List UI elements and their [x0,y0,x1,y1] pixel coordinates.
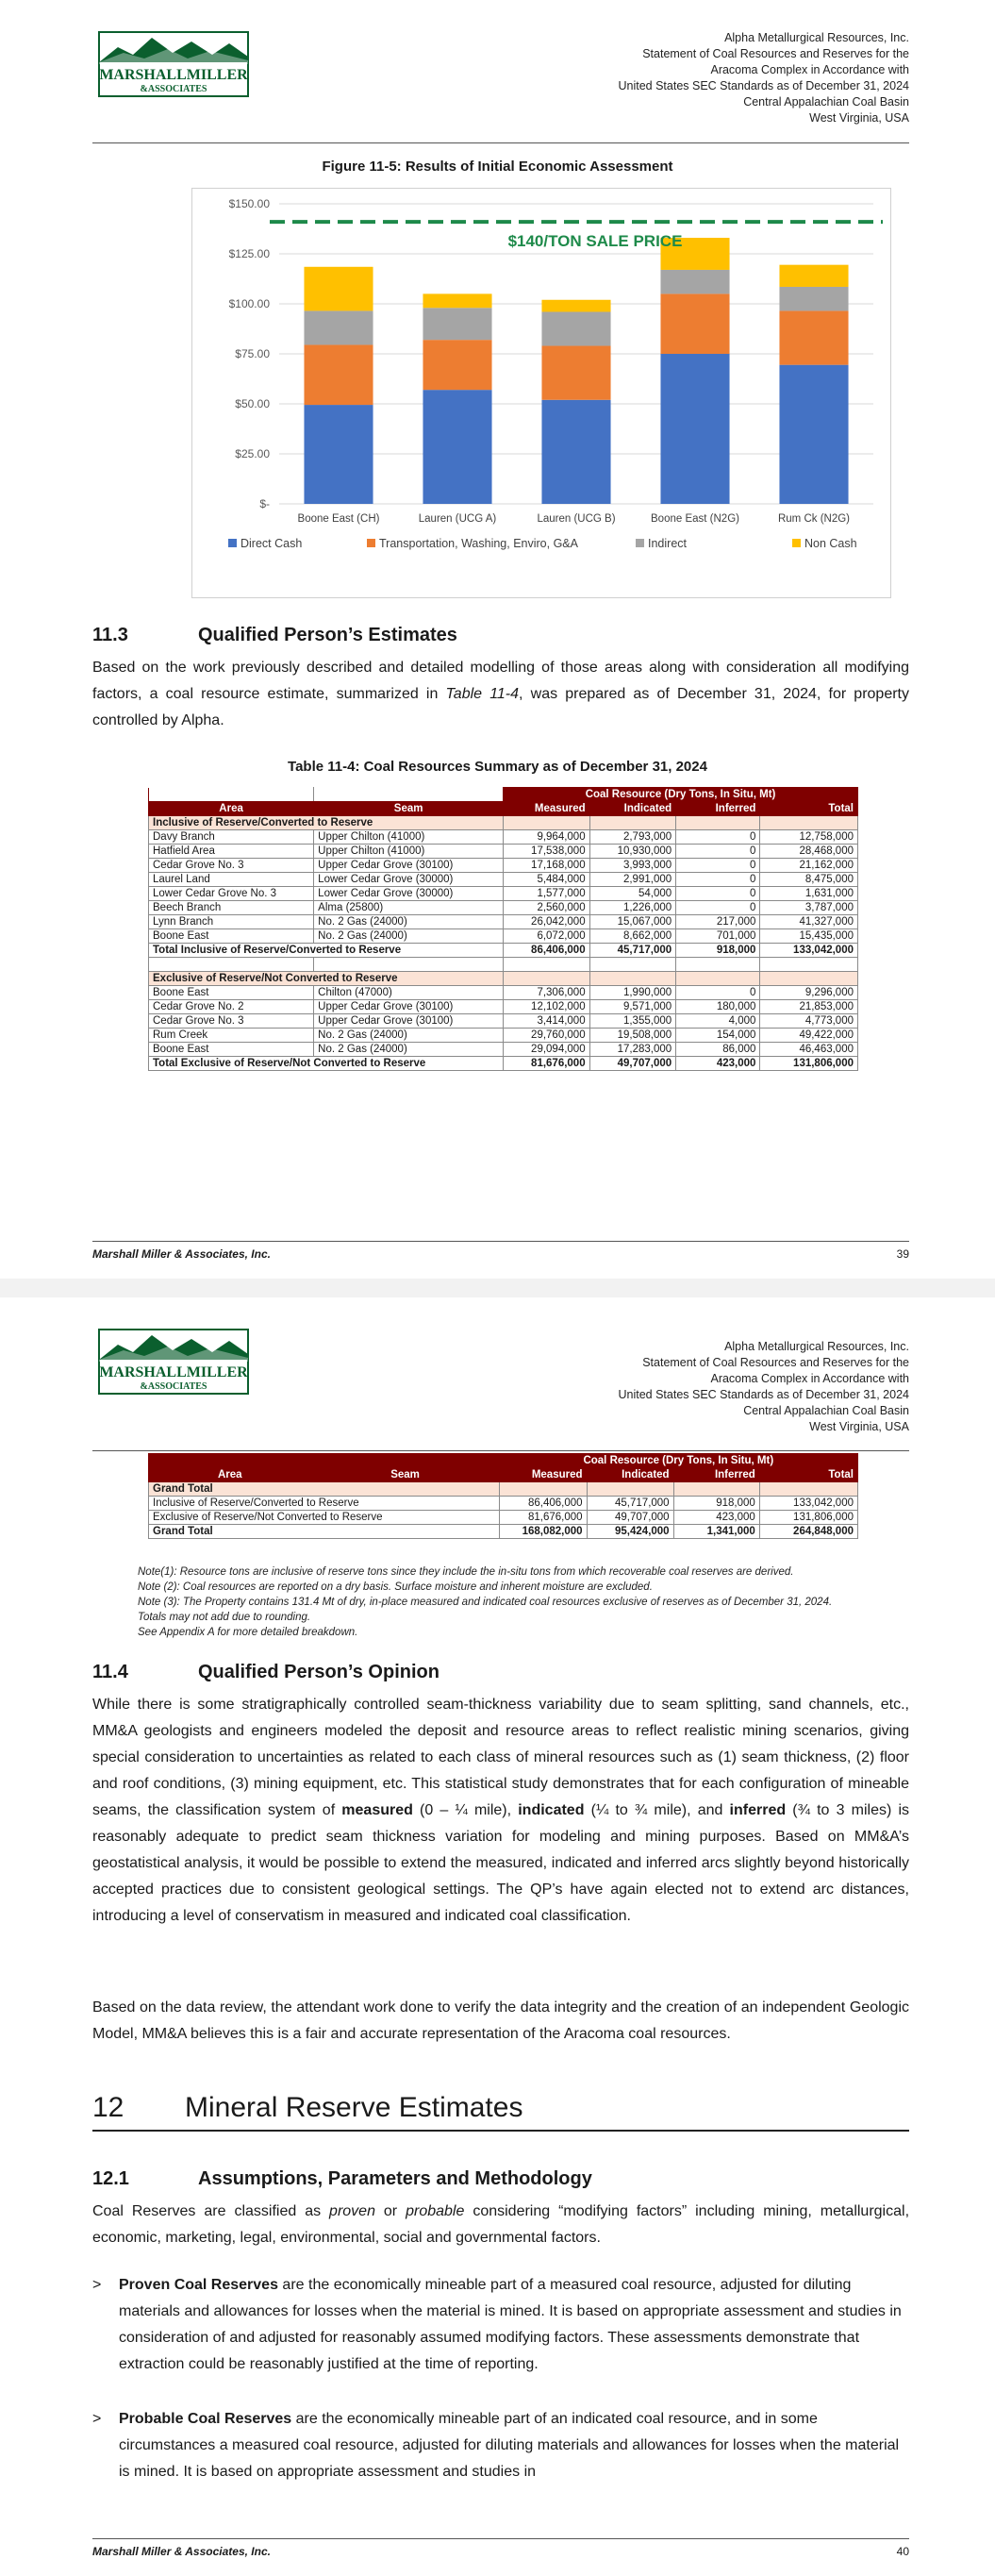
table-row: Beech Branch Alma (25800) 2,560,000 1,226,000 0 3,787,000 [149,901,858,915]
section-11-4-heading: 11.4 Qualified Person’s Opinion [92,1662,439,1682]
footer-company: Marshall Miller & Associates, Inc. [92,2545,271,2558]
section-12-heading: 12 Mineral Reserve Estimates [92,2092,909,2132]
header-rule [92,1450,909,1451]
page-39 [0,0,995,1279]
footer-rule [92,1241,909,1242]
section-row-inclusive: Inclusive of Reserve/Converted to Reserve [149,816,858,830]
table-row: Davy Branch Upper Chilton (41000) 9,964,000 2,793,000 0 12,758,000 [149,830,858,845]
column-headers: Area Seam Measured Indicated Inferred Total [149,802,858,816]
section-row-grand: Grand Total [149,1482,858,1497]
section-row-exclusive: Exclusive of Reserve/Not Converted to Reserve [149,972,858,986]
bar-segment [779,365,848,504]
table-row: Inclusive of Reserve/Converted to Reserve 86,406,000 45,717,000 918,000 133,042,000 [149,1497,858,1511]
sale-price-label: $140/TON SALE PRICE [507,232,683,251]
bar-segment [660,293,729,354]
document-header: Alpha Metallurgical Resources, Inc. Statement of Coal Resources and Reserves for the Aracoma Complex in Accordance with United States SEC Standards as of December 31, 2024 Central Appalachian Coal Basin West Virginia, USA [618,1340,909,1433]
section-11-3-heading: 11.3 Qualified Person’s Estimates [92,625,457,645]
table-row: Cedar Grove No. 3 Upper Cedar Grove (30100) 17,168,000 3,993,000 0 21,162,000 [149,859,858,873]
total-row-inclusive: Total Inclusive of Reserve/Converted to Reserve 86,406,000 45,717,000 918,000 133,042,000 [149,944,858,958]
table-row: Rum Creek No. 2 Gas (24000) 29,760,000 19,508,000 154,000 49,422,000 [149,1029,858,1043]
bar-segment [660,270,729,293]
bar-segment [304,267,373,311]
table-row: Laurel Land Lower Cedar Grove (30000) 5,484,000 2,991,000 0 8,475,000 [149,873,858,887]
economic-assessment-chart [191,188,891,598]
total-row-exclusive: Total Exclusive of Reserve/Not Converted to Reserve 81,676,000 49,707,000 423,000 131,806,000 [149,1057,858,1071]
svg-text:MARSHALLMILLER: MARSHALLMILLER [99,1364,248,1380]
coal-resources-table [148,787,858,1071]
table-row: Lynn Branch No. 2 Gas (24000) 26,042,000 15,067,000 217,000 41,327,000 [149,915,858,929]
table-title: Table 11-4: Coal Resources Summary as of December 31, 2024 [288,759,707,775]
svg-text:MARSHALLMILLER: MARSHALLMILLER [99,67,248,83]
svg-text:&ASSOCIATES: &ASSOCIATES [140,84,207,94]
y-tick-label: $150.00 [228,197,270,210]
section-12-1-paragraph: Coal Reserves are classified as proven or probable considering “modifying factors” including mining, metallurgical, economic, marketing, legal, environmental, social and governmental factors. [92,2203,910,2246]
bar-segment [660,354,729,504]
bar-segment [304,310,373,344]
bar-segment [423,308,491,340]
page-gap [0,1279,995,1297]
legend-swatch [636,539,644,547]
svg-text:&ASSOCIATES: &ASSOCIATES [140,1381,207,1392]
section-11-4-paragraph-2: Based on the data review, the attendant work done to verify the data integrity and the creation of an independent Geologic Model, MM&A believes this is a fair and accurate representation of the Aracoma coal resources. [92,1999,909,2042]
bar-segment [423,390,491,504]
x-tick-label: Rum Ck (N2G) [777,513,851,525]
section-12-1-heading: 12.1 Assumptions, Parameters and Methodology [92,2168,592,2189]
bar-segment [304,405,373,504]
blank-row [149,958,858,972]
x-tick-label: Lauren (UCG A) [418,513,497,525]
group-header: Coal Resource (Dry Tons, In Situ, Mt) [504,788,858,802]
table-notes: Note(1): Resource tons are inclusive of reserve tons since they include the in-situ tons from which recoverable coal reserves are derived. Note (2): Coal resources are reported on a dry basis. Surface moisture and inherent moisture are excluded. Note (3): The Property contains 131.4 Mt of dry, in-place measured and indicated coal resources exclusive of reserves as of December 31, 2024. Totals may not add due to rounding. See Appendix A for more detailed breakdown. [138,1566,833,1638]
legend-swatch [792,539,801,547]
y-tick-label: $75.00 [235,347,270,360]
grand-total-row: Grand Total 168,082,000 95,424,000 1,341,000 264,848,000 [149,1525,858,1539]
bar-segment [304,344,373,405]
legend-label: Indirect [648,537,687,550]
bullet-probable: > Probable Coal Reserves are the economically mineable part of an indicated coal resource, and in some circumstances a measured coal resource, adjusted for diluting materials and allowances for losses when the material is mined. It is based on appropriate assessment and studies in [92,2411,900,2480]
figure-title: Figure 11-5: Results of Initial Economic Assessment [322,159,673,175]
section-11-4-paragraph-1: While there is some stratigraphically controlled seam-thickness variability due to seam splitting, sand channels, etc., MM&A geologists and engineers modeled the deposit and resource areas to reflect realistic mining scenarios, giving special consideration to uncertainties as related to each class of mineral resources such as (1) seam thickness, (2) floor and roof conditions, (3) mining equipment, etc. This statistical study demonstrates that for each configuration of mineable seams, the classification system of measured (0 – ¼ mile), indicated (¼ to ¾ mile), and inferred (¾ to 3 miles) is reasonably adequate to predict seam thickness variation for modeling and mining purposes. Based on MM&A’s geostatistical analysis, it would be possible to extend the measured, indicated and inferred arcs slightly beyond historically accepted practices due to consistent geological settings. The QP’s have again elected not to extend arc distances, introducing a level of conservatism in measured and indicated coal classification. [92,1697,910,1924]
bullet-proven: > Proven Coal Reserves are the economically mineable part of a measured coal resource, adjusted for diluting materials and allowances for losses when the material is mined. It is based on appropriate assessment and studies in consideration of and adjusted for reasonably assumed modifying factors. These assessments demonstrate that extraction could be reasonably justified at the time of reporting. [92,2277,902,2372]
y-tick-label: $50.00 [235,397,270,410]
legend-label: Non Cash [804,537,857,550]
bar-segment [423,340,491,390]
x-tick-label: Boone East (CH) [297,513,380,525]
y-tick-label: $125.00 [228,247,270,260]
bar-segment [779,310,848,364]
company-logo [97,1328,250,1396]
section-11-3-paragraph: Based on the work previously described and detailed modelling of those areas along with consideration all modifying factors, a coal resource estimate, summarized in Table 11-4, was prepared as of December 31, 2024, for property controlled by Alpha. [92,660,910,728]
bar-segment [541,400,610,504]
page-40 [0,1297,995,2576]
bar-segment [779,287,848,310]
y-tick-label: $25.00 [235,447,270,460]
footer-company: Marshall Miller & Associates, Inc. [92,1247,271,1261]
table-row: Hatfield Area Upper Chilton (41000) 17,538,000 10,930,000 0 28,468,000 [149,845,858,859]
chart-svg [192,189,890,597]
y-tick-label: $- [259,497,270,510]
table-row: Boone East Chilton (47000) 7,306,000 1,990,000 0 9,296,000 [149,986,858,1000]
company-logo [97,30,250,98]
legend-swatch [228,539,237,547]
table-row: Lower Cedar Grove No. 3 Lower Cedar Grove (30000) 1,577,000 54,000 0 1,631,000 [149,887,858,901]
y-tick-label: $100.00 [228,297,270,310]
coal-resources-table-continued: Coal Resource (Dry Tons, In Situ, Mt) Area Seam Measured Indicated Inferred Total Grand Total Inclusive of Reserve/Converted to Reserve 86,406,000 45,717,000 918,000 133,042,000 Exclusive of Reserve/Not Converted to Reserve 81,676,000 49,707,000 423,000 131,806,000 Grand Total 168,082,000 95,424,000 1,341,000 264,848,000 [148,1453,858,1539]
x-tick-label: Boone East (N2G) [651,513,739,525]
table-row: Boone East No. 2 Gas (24000) 6,072,000 8,662,000 701,000 15,435,000 [149,929,858,944]
bar-segment [541,346,610,400]
legend-label: Transportation, Washing, Enviro, G&A [379,537,578,550]
table-row: Cedar Grove No. 3 Upper Cedar Grove (30100) 3,414,000 1,355,000 4,000 4,773,000 [149,1014,858,1029]
document-header: Alpha Metallurgical Resources, Inc. Statement of Coal Resources and Reserves for the Aracoma Complex in Accordance with United States SEC Standards as of December 31, 2024 Central Appalachian Coal Basin West Virginia, USA [618,31,909,125]
footer-rule [92,2538,909,2539]
page-number: 40 [896,2545,909,2558]
table-row: Boone East No. 2 Gas (24000) 29,094,000 17,283,000 86,000 46,463,000 [149,1043,858,1057]
x-tick-label: Lauren (UCG B) [537,513,616,525]
bar-segment [541,300,610,312]
bar-segment [541,311,610,345]
bar-segment [779,265,848,287]
bar-segment [423,293,491,308]
legend-swatch [367,539,375,547]
page-number: 39 [896,1247,909,1261]
header-rule [92,142,909,143]
table-row: Exclusive of Reserve/Not Converted to Reserve 81,676,000 49,707,000 423,000 131,806,000 [149,1511,858,1525]
legend-label: Direct Cash [240,537,303,550]
table-row: Cedar Grove No. 2 Upper Cedar Grove (30100) 12,102,000 9,571,000 180,000 21,853,000 [149,1000,858,1014]
